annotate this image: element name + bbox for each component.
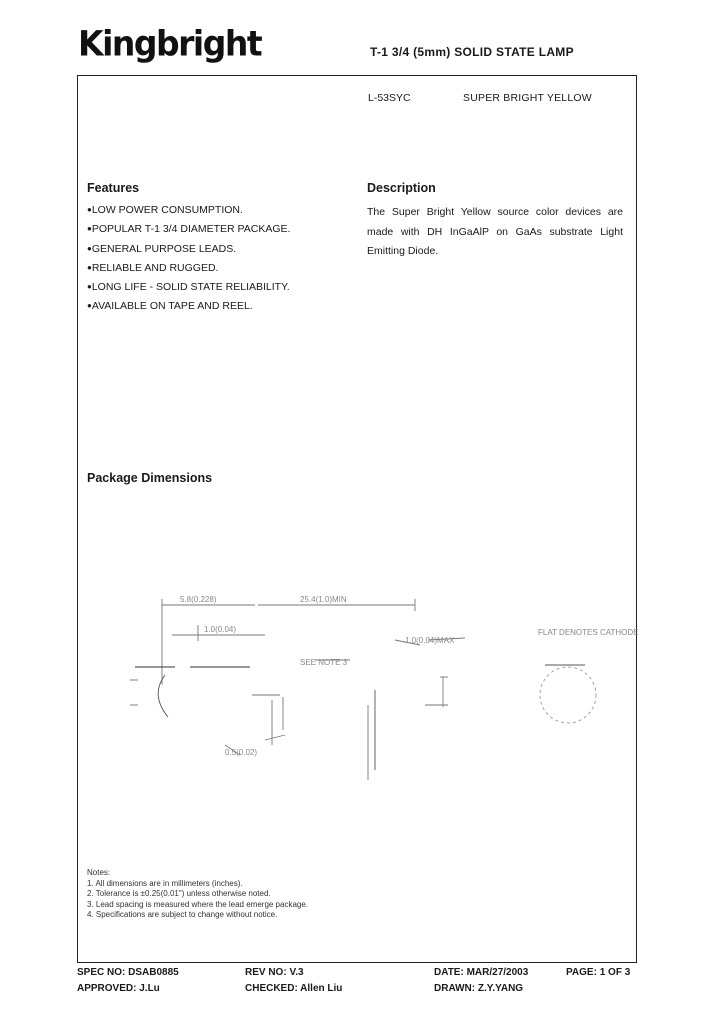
end-view-circle	[540, 667, 596, 723]
spec-number: SPEC NO: DSAB0885	[77, 967, 179, 978]
description-heading: Description	[367, 181, 436, 195]
revision-number: REV NO: V.3	[245, 967, 304, 978]
approved-by: APPROVED: J.Lu	[77, 983, 160, 994]
bullet-icon: ●	[87, 224, 92, 234]
feature-item: ●RELIABLE AND RUGGED.	[87, 261, 219, 274]
bullet-icon: ●	[87, 301, 92, 311]
page-number: PAGE: 1 OF 3	[566, 967, 631, 978]
drawn-by: DRAWN: Z.Y.YANG	[434, 983, 524, 994]
brand-logo: Kingbright	[78, 23, 262, 64]
part-description: SUPER BRIGHT YELLOW	[463, 92, 592, 104]
package-dimension-drawing	[120, 585, 639, 785]
notes-section	[87, 868, 308, 921]
bullet-icon: ●	[87, 262, 92, 272]
feature-item: ●GENERAL PURPOSE LEADS.	[87, 242, 237, 255]
bullet-icon: ●	[87, 243, 92, 253]
lamp-dome	[158, 675, 168, 717]
bullet-icon: ●	[87, 282, 92, 292]
feature-item: ●LONG LIFE - SOLID STATE RELIABILITY.	[87, 281, 290, 294]
dimension-label: SEE NOTE 3	[300, 658, 348, 667]
feature-item: ●POPULAR T-1 3/4 DIAMETER PACKAGE.	[87, 223, 291, 236]
dimension-label: 0.5(0.02)	[225, 748, 258, 757]
part-number: L-53SYC	[368, 92, 411, 104]
dimension-label: 1.0(0.04)	[204, 625, 237, 634]
note-item: 1. All dimensions are in millimeters (inches).	[87, 878, 243, 888]
notes-title: Notes:	[87, 868, 111, 877]
dimension-label: 25.4(1.0)MIN	[300, 595, 347, 604]
note-item: 4. Specifications are subject to change without notice.	[87, 910, 278, 920]
note-item: 2. Tolerance is ±0.25(0.01") unless otherwise noted.	[87, 889, 271, 899]
features-heading: Features	[87, 181, 140, 195]
dimension-label: FLAT DENOTES CATHODE	[538, 628, 639, 637]
dimension-label: 5.8(0.228)	[180, 595, 217, 604]
bullet-icon: ●	[87, 205, 92, 214]
feature-item: ●AVAILABLE ON TAPE AND REEL.	[87, 300, 253, 313]
document-date: DATE: MAR/27/2003	[434, 967, 529, 978]
description-text: The Super Bright Yellow source color devices are made with DH InGaAlP on GaAs substrate Light Emitting Diode.	[367, 206, 623, 257]
checked-by: CHECKED: Allen Liu	[245, 983, 343, 994]
note-item: 3. Lead spacing is measured where the lead emerge package.	[87, 899, 309, 909]
feature-item: ●LOW POWER CONSUMPTION.	[87, 204, 243, 216]
package-dimensions-heading: Package Dimensions	[87, 471, 213, 485]
dimension-label: 1.0(0.04)MAX	[405, 636, 455, 645]
features-list	[87, 203, 290, 319]
document-title: T-1 3/4 (5mm) SOLID STATE LAMP	[370, 45, 574, 59]
